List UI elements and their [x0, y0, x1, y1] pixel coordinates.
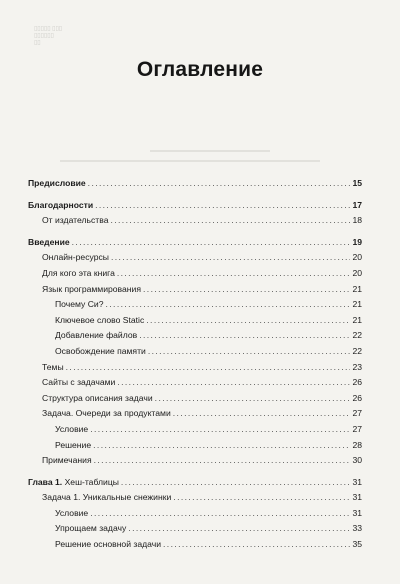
toc-entry-title: Задача 1. Уникальные снежинки — [42, 492, 172, 503]
toc-entry[interactable] — [28, 422, 362, 438]
toc-entry-title: Для кого эта книга — [42, 267, 115, 278]
dot-leader — [173, 490, 350, 506]
toc-entry-page: 26 — [352, 377, 362, 388]
toc-entry-title: Почему Си? — [55, 299, 104, 310]
toc-entry-page: 30 — [352, 455, 362, 466]
toc-entry-title: Ключевое слово Static — [55, 314, 145, 325]
toc-entry-title: Условие — [55, 423, 89, 434]
toc-entry-page: 26 — [352, 392, 362, 403]
toc-entry[interactable] — [28, 344, 362, 360]
toc-entry-title: Благодарности — [28, 199, 94, 210]
toc-entry-page: 20 — [352, 252, 362, 263]
toc-entry-title: Решение — [55, 439, 92, 450]
toc-entry-page: 19 — [352, 236, 362, 247]
toc-entry-title: Решение основной задачи — [55, 539, 162, 550]
toc-entry-title: Добавление файлов — [55, 330, 138, 341]
dot-leader — [146, 313, 350, 329]
toc-entry[interactable] — [28, 282, 362, 298]
toc-entry[interactable] — [28, 235, 362, 251]
toc-entry-title: Примечания — [42, 455, 92, 466]
toc-entry-title: Введение — [28, 236, 70, 247]
toc-entry[interactable] — [28, 490, 362, 506]
toc-entry[interactable] — [28, 266, 362, 282]
toc-entry[interactable] — [28, 198, 362, 214]
toc-entry-page: 31 — [352, 507, 362, 518]
toc-entry-title: Задача. Очереди за продуктами — [42, 408, 171, 419]
dot-leader — [110, 213, 350, 229]
toc-entry[interactable] — [28, 475, 362, 491]
dot-leader — [117, 266, 351, 282]
toc-entry-title: Онлайн-ресурсы — [42, 252, 109, 263]
toc-entry-page: 17 — [352, 199, 362, 210]
toc-entry[interactable] — [28, 391, 362, 407]
toc-entry-title: Темы — [42, 361, 64, 372]
dot-leader — [106, 297, 351, 313]
dot-leader — [155, 391, 351, 407]
toc-entry[interactable] — [28, 250, 362, 266]
toc-entry-page: 35 — [352, 539, 362, 550]
dot-leader — [143, 282, 350, 298]
toc-entry-page: 21 — [352, 283, 362, 294]
dot-leader — [139, 328, 350, 344]
toc-entry[interactable] — [28, 375, 362, 391]
toc-entry[interactable] — [28, 213, 362, 229]
toc-entry-page: 21 — [352, 314, 362, 325]
toc-entry-title — [28, 475, 119, 491]
toc-entry-page: 23 — [352, 361, 362, 372]
toc-entry-page: 21 — [352, 299, 362, 310]
toc-entry[interactable] — [28, 438, 362, 454]
toc-entry-title: Язык программирования — [42, 283, 142, 294]
dot-leader — [148, 344, 351, 360]
table-of-contents — [28, 176, 362, 553]
toc-entry-page: 22 — [352, 330, 362, 341]
dot-leader — [72, 235, 351, 251]
dot-leader — [90, 506, 350, 522]
dot-leader — [95, 198, 350, 214]
dot-leader — [111, 250, 350, 266]
bleed-through-line — [150, 150, 270, 152]
toc-entry[interactable] — [28, 297, 362, 313]
toc-entry-page: 15 — [352, 178, 362, 188]
toc-entry-page: 27 — [352, 408, 362, 419]
toc-entry[interactable] — [28, 453, 362, 469]
toc-entry[interactable] — [28, 406, 362, 422]
toc-entry-page: 27 — [352, 423, 362, 434]
dot-leader — [121, 475, 351, 491]
dot-leader — [93, 438, 350, 454]
toc-entry-title: Освобождение памяти — [55, 345, 146, 356]
toc-entry-page: 31 — [352, 476, 362, 487]
bleed-through-line — [60, 160, 320, 162]
dot-leader — [173, 406, 351, 422]
toc-entry[interactable] — [28, 537, 362, 553]
toc-entry[interactable] — [28, 313, 362, 329]
toc-entry-page: 18 — [352, 215, 362, 226]
dot-leader — [66, 360, 351, 376]
toc-entry[interactable] — [28, 521, 362, 537]
toc-entry-title: Условие — [55, 507, 89, 518]
dot-leader — [90, 422, 350, 438]
toc-entry-page: 33 — [352, 523, 362, 534]
toc-entry[interactable] — [28, 360, 362, 376]
chapter-title: Хеш-таблицы — [64, 476, 119, 487]
toc-entry-title: От издательства — [42, 215, 109, 226]
toc-entry-page: 28 — [352, 439, 362, 450]
toc-entry-page: 31 — [352, 492, 362, 503]
toc-entry-page: 20 — [352, 267, 362, 278]
toc-entry-title: Структура описания задачи — [42, 392, 153, 403]
dot-leader — [128, 521, 350, 537]
toc-entry[interactable] — [28, 176, 362, 192]
dot-leader — [117, 375, 350, 391]
toc-entry-title: Упрощаем задачу — [55, 523, 127, 534]
toc-heading: Оглавление — [136, 58, 264, 81]
chapter-number: Глава 1. — [28, 476, 63, 487]
dot-leader — [163, 537, 350, 553]
toc-entry-title: Предисловие — [28, 178, 86, 188]
toc-entry[interactable] — [28, 328, 362, 344]
toc-entry-page: 22 — [352, 345, 362, 356]
dot-leader — [94, 453, 351, 469]
toc-entry[interactable] — [28, 506, 362, 522]
toc-entry-title: Сайты с задачами — [42, 377, 116, 388]
bleed-through-text: ▯▯▯▯▯ ▯▯▯ ▯▯▯▯▯▯ ▯▯ — [34, 26, 63, 46]
dot-leader — [88, 176, 351, 192]
